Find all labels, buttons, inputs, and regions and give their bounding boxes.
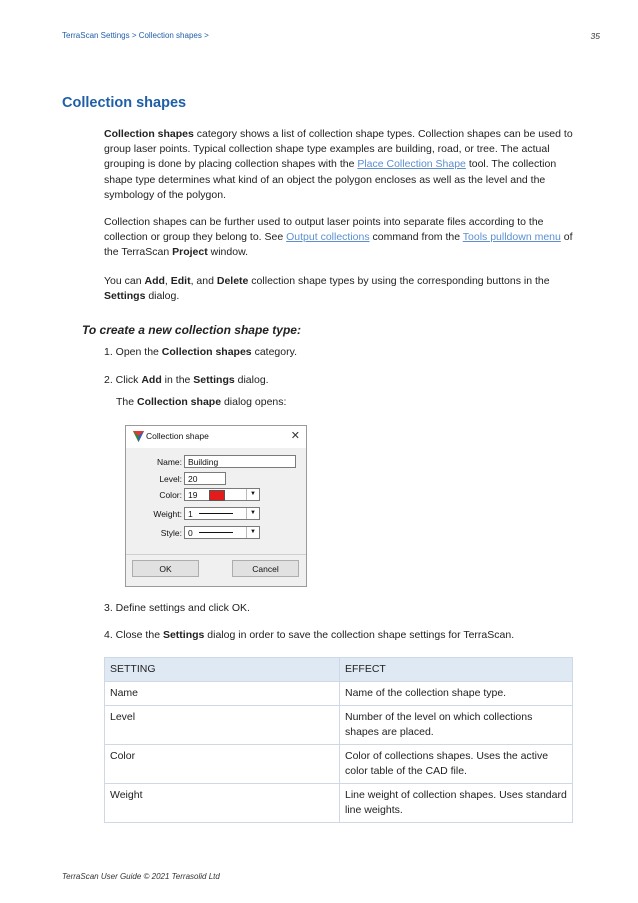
table-row — [105, 682, 573, 706]
text: dialog. — [145, 290, 180, 303]
tools-pulldown-menu-link[interactable]: Tools pulldown menu — [462, 231, 561, 244]
style-line-sample — [199, 532, 233, 533]
color-dropdown[interactable] — [184, 488, 260, 501]
effect-cell: Name of the collection shape type. — [340, 682, 573, 706]
chevron-down-icon[interactable]: ▼ — [246, 508, 259, 519]
breadcrumb[interactable]: TerraScan Settings > Collection shapes > — [62, 31, 209, 40]
weight-value: 1 — [188, 509, 193, 519]
bold-text: Settings — [104, 290, 146, 303]
collection-shape-dialog — [125, 425, 307, 587]
setting-cell: Color — [105, 745, 340, 784]
step-2-note — [116, 396, 286, 408]
text: The — [116, 396, 138, 408]
table-row — [105, 745, 573, 784]
column-header: SETTING — [105, 658, 340, 682]
column-header: EFFECT — [340, 658, 573, 682]
bold-text: Collection shapes — [104, 128, 194, 140]
weight-dropdown[interactable] — [184, 507, 260, 520]
name-label: Name: — [156, 457, 182, 467]
close-icon[interactable]: ✕ — [290, 430, 300, 442]
page-title: Collection shapes — [62, 95, 187, 111]
text: , — [164, 275, 171, 287]
intro-paragraph-3 — [104, 274, 580, 304]
table-header-row — [105, 658, 573, 682]
weight-label: Weight: — [153, 509, 182, 519]
text: in the — [161, 374, 194, 386]
effect-cell: Line weight of collection shapes. Uses standard line weights. — [340, 784, 573, 823]
bold-text: Edit — [170, 275, 191, 287]
ok-button[interactable]: OK — [132, 560, 199, 577]
chevron-down-icon[interactable]: ▼ — [246, 489, 259, 500]
style-label: Style: — [160, 528, 182, 538]
name-field[interactable]: Building — [184, 455, 296, 468]
bold-text: Collection shapes — [161, 346, 252, 358]
text: dialog opens: — [221, 396, 287, 408]
text: category. — [251, 346, 297, 358]
text: of the TerraScan — [104, 231, 573, 259]
effect-cell: Color of collections shapes. Uses the active color table of the CAD file. — [340, 745, 573, 784]
step-2 — [104, 374, 269, 386]
effect-cell: Number of the level on which collections shapes are placed. — [340, 706, 573, 745]
setting-cell: Weight — [105, 784, 340, 823]
terrascan-logo-icon — [133, 431, 144, 442]
text: window. — [207, 246, 248, 259]
settings-table — [104, 657, 573, 823]
setting-cell: Level — [105, 706, 340, 745]
bold-text: Add — [144, 275, 165, 287]
level-field[interactable]: 20 — [184, 472, 226, 485]
color-label: Color: — [159, 490, 182, 500]
text: You can — [104, 275, 145, 287]
bold-text: Settings — [193, 374, 235, 386]
style-value: 0 — [188, 528, 193, 538]
style-dropdown[interactable] — [184, 526, 260, 539]
text: 2. Click — [104, 374, 142, 386]
level-label: Level: — [159, 474, 182, 484]
bold-text: Project — [172, 246, 208, 259]
text: command from the — [369, 231, 463, 244]
step-3: 3. Define settings and click OK. — [104, 602, 250, 614]
text: dialog. — [234, 374, 269, 386]
color-swatch — [209, 490, 225, 501]
intro-paragraph-1 — [104, 127, 580, 203]
table-row — [105, 784, 573, 823]
output-collections-link[interactable]: Output collections — [286, 231, 370, 244]
procedure-heading: To create a new collection shape type: — [82, 323, 301, 337]
page-number: 35 — [590, 31, 600, 41]
place-collection-shape-link[interactable]: Place Collection Shape — [357, 158, 466, 171]
step-4 — [104, 629, 514, 641]
text: collection shape types by using the corresponding buttons in the — [248, 275, 550, 287]
text: tool. The collection shape type determines what kind of an object the polygon encloses as well as the level and the symbology of the polygon. — [104, 158, 557, 201]
cancel-button[interactable]: Cancel — [232, 560, 299, 577]
footer: TerraScan User Guide © 2021 Terrasolid Ltd — [62, 872, 220, 881]
bold-text: Add — [141, 374, 162, 386]
bold-text: Collection shape — [137, 396, 222, 408]
text: dialog in order to save the collection shape settings for TerraScan. — [204, 629, 515, 641]
text: 1. Open the — [104, 346, 162, 358]
text: Collection shapes can be further used to output laser points into separate files according to the collection or group they belong to. See — [104, 216, 544, 244]
bold-text: Delete — [216, 275, 249, 287]
step-1 — [104, 346, 297, 358]
setting-cell: Name — [105, 682, 340, 706]
intro-paragraph-2 — [104, 215, 580, 261]
text: category shows a list of collection shape types. Collection shapes can be used to group laser points. Typical collection shape type examples are building, road, or tree. The actual grouping is done by placing collection shapes with the — [104, 128, 573, 171]
weight-line-sample — [199, 513, 233, 514]
dialog-title-bar — [126, 426, 306, 448]
table-row — [105, 706, 573, 745]
dialog-title: Collection shape — [146, 431, 209, 441]
text: 4. Close the — [104, 629, 163, 641]
bold-text: Settings — [162, 629, 205, 641]
color-value: 19 — [188, 490, 198, 500]
chevron-down-icon[interactable]: ▼ — [246, 527, 259, 538]
dialog-separator — [126, 554, 306, 555]
text: , and — [190, 275, 217, 287]
